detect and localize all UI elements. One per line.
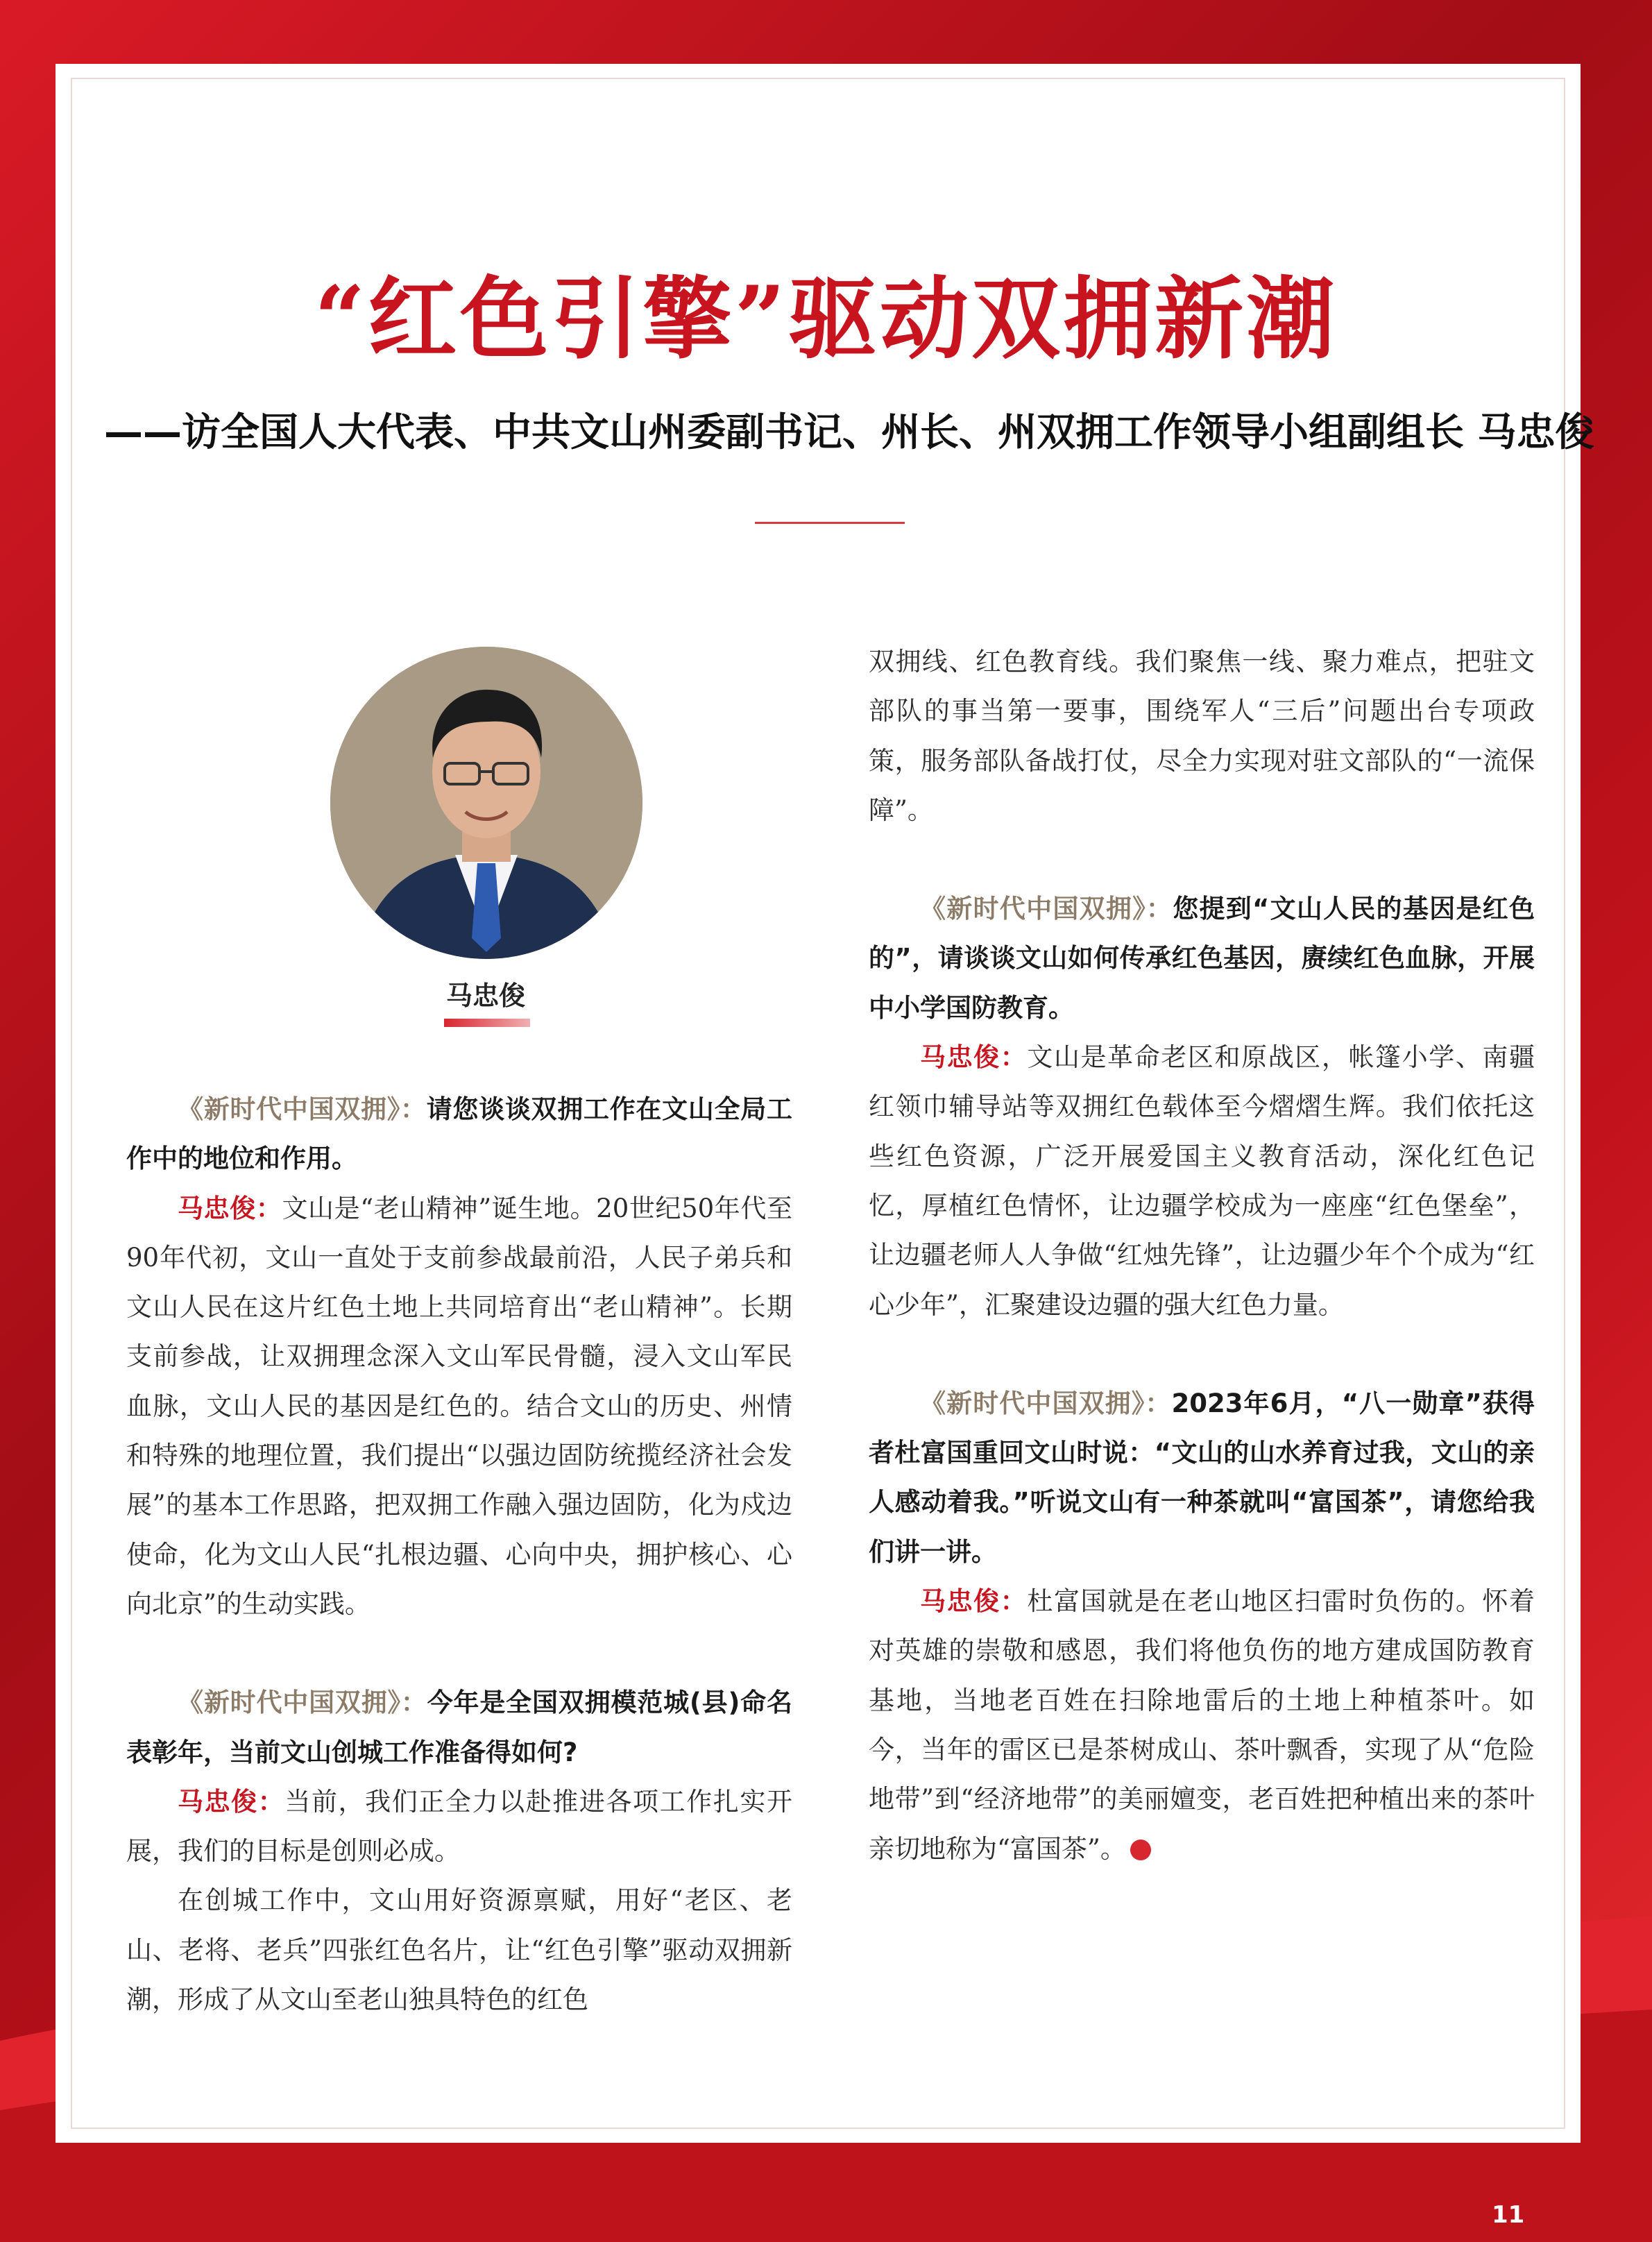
question-2-text: 今年是全国双拥模范城(县)命名表彰年，当前文山创城工作准备得如何? bbox=[126, 1688, 792, 1767]
answer-2-text: 当前，我们正全力以赴推进各项工作扎实开展，我们的目标是创则必成。 bbox=[126, 1786, 793, 1867]
paragraph-continued: 双拥线、红色教育线。我们聚焦一线、聚力难点，把驻文部队的事当第一要事，围绕军人“三后”问题出台专项政策，服务部队备战打仗，尽全力实现对驻文部队的“一流保障”。 bbox=[869, 647, 1535, 825]
answer-2 bbox=[126, 1777, 792, 1876]
magazine-label: 《新时代中国双拥》： bbox=[178, 1688, 427, 1718]
question-3 bbox=[869, 884, 1535, 1033]
question-4 bbox=[869, 1379, 1535, 1577]
question-1 bbox=[126, 1085, 792, 1184]
paragraph-3: 在创城工作中，文山用好资源禀赋，用好“老区、老山、老将、老兵”四张红色名片，让“红色引擎”驱动双拥新潮，形成了从文山至老山独具特色的红色 bbox=[126, 1885, 792, 2015]
portrait-caption: 马忠俊 bbox=[445, 980, 525, 1011]
article-subtitle: ——访全国人大代表、中共文山州委副书记、州长、州双拥工作领导小组副组长 马忠俊 bbox=[104, 410, 1594, 455]
answer-3 bbox=[869, 1033, 1535, 1330]
question-3-text: 您提到“文山人民的基因是红色的”，请谈谈文山如何传承红色基因，赓续红色血脉，开展中小学国防教育。 bbox=[869, 894, 1535, 1023]
answer-4 bbox=[869, 1577, 1535, 1874]
end-mark-icon bbox=[1130, 1840, 1151, 1860]
question-4-text: 2023年6月，“八一勋章”获得者杜富国重回文山时说：“文山的山水养育过我，文山的亲人感动着我。”听说文山有一种茶就叫“富国茶”，请您给我们讲一讲。 bbox=[869, 1388, 1535, 1567]
magazine-label: 《新时代中国双拥》： bbox=[920, 1388, 1172, 1418]
speaker-label: 马忠俊： bbox=[178, 1786, 285, 1817]
right-column bbox=[869, 637, 1535, 1874]
answer-1-text: 文山是“老山精神”诞生地。20世纪50年代至90年代初，文山一直处于支前参战最前沿，人民子弟兵和文山人民在这片红色土地上共同培育出“老山精神”。长期支前参战，让双拥理念深入文山军民骨髓，浸入文山军民血脉，文山人民的基因是红色的。结合文山的历史、州情和特殊的地理位置，我们提出“以强边固防统揽经济社会发展”的基本工作思路，把双拥工作融入强边固防，化为戍边使命，化为文山人民“扎根边疆、心向中央，拥护核心、心向北京”的生动实践。 bbox=[126, 1193, 792, 1619]
magazine-label: 《新时代中国双拥》： bbox=[920, 894, 1173, 924]
answer-3-text: 文山是革命老区和原战区，帐篷小学、南疆红领巾辅导站等双拥红色载体至今熠熠生辉。我们依托这些红色资源，广泛开展爱国主义教育活动，深化红色记忆，厚植红色情怀，让边疆学校成为一座座“红色堡垒”，让边疆老师人人争做“红烛先锋”，让边疆少年个个成为“红心少年”，汇聚建设边疆的强大红色力量。 bbox=[869, 1042, 1535, 1320]
left-column bbox=[126, 1085, 792, 2024]
speaker-label: 马忠俊： bbox=[920, 1586, 1028, 1617]
speaker-label: 马忠俊： bbox=[178, 1193, 282, 1223]
portrait-photo bbox=[330, 647, 642, 959]
portrait-illustration bbox=[330, 647, 642, 959]
article-title: “红色引擎”驱动双拥新潮 bbox=[314, 267, 1338, 371]
question-2 bbox=[126, 1678, 792, 1777]
magazine-label: 《新时代中国双拥》： bbox=[178, 1094, 427, 1124]
caption-underline bbox=[444, 1019, 530, 1027]
title-divider bbox=[755, 522, 905, 524]
answer-4-text: 杜富国就是在老山地区扫雷时负伤的。怀着对英雄的崇敬和感恩，我们将他负伤的地方建成国防教育基地，当地老百姓在扫除地雷后的土地上种植茶叶。如今，当年的雷区已是茶树成山、茶叶飘香，实现了从“危险地带”到“经济地带”的美丽嬗变，老百姓把种植出来的茶叶亲切地称为“富国茶”。 bbox=[869, 1586, 1535, 1864]
speaker-label: 马忠俊： bbox=[920, 1042, 1028, 1073]
answer-1 bbox=[126, 1184, 792, 1629]
page-number: 11 bbox=[1492, 2201, 1525, 2229]
question-1-text: 请您谈谈双拥工作在文山全局工作中的地位和作用。 bbox=[126, 1094, 793, 1174]
